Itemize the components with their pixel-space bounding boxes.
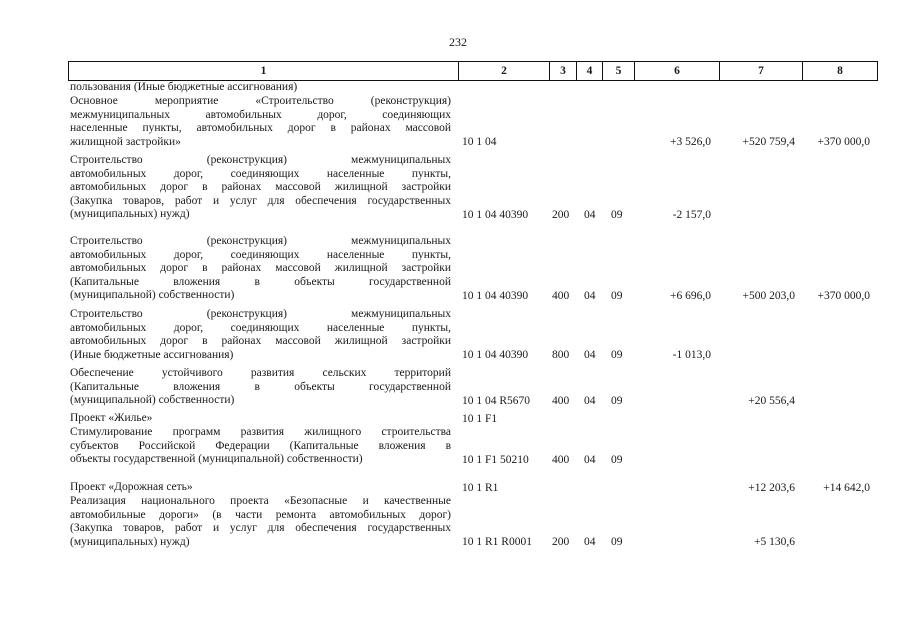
classification-code: 10 1 F1 (462, 412, 498, 425)
description-line: (муниципальных) нужд) (70, 535, 190, 548)
amount-col-6: +6 696,0 (670, 289, 711, 302)
subsection-code: 09 (611, 453, 623, 466)
expense-type-code: 400 (552, 453, 570, 466)
classification-code: 10 1 04 40390 (462, 349, 529, 361)
description-line: автомобильные дороги» (в части ремонта автомобильных дорог) (70, 508, 451, 521)
section-code: 04 (584, 453, 596, 466)
description-line: (Капитальные вложения в объекты государственной (70, 380, 451, 393)
classification-code: 10 1 04 40390 (462, 289, 529, 302)
description-line: Строительство (реконструкция) межмуниципальных (70, 308, 451, 320)
row-description (70, 412, 451, 426)
expense-type-code: 200 (552, 536, 570, 548)
row-description (70, 81, 451, 95)
row-description (70, 367, 451, 408)
description-line: населенные пункты, автомобильных дорог в районах массовой (70, 122, 451, 134)
description-line: (муниципальных) нужд) (70, 208, 190, 220)
column-header-6: 6 (634, 61, 720, 81)
column-header-8: 8 (802, 61, 878, 81)
section-code: 04 (584, 349, 596, 361)
row-description (70, 95, 451, 149)
classification-code: 10 1 R1 (462, 481, 499, 494)
description-line: автомобильных дорог в районах массовой жилищной застройки (70, 262, 451, 274)
classification-code: 10 1 04 (462, 136, 497, 148)
description-line: Строительство (реконструкция) межмуниципальных (70, 154, 451, 166)
row-description (70, 308, 451, 362)
description-line: автомобильных дорог в районах массовой жилищной застройки (70, 335, 451, 347)
column-header-3: 3 (549, 61, 577, 81)
row-description (70, 495, 451, 549)
row-description (70, 426, 451, 467)
row-description (70, 154, 451, 222)
description-line: автомобильных дорог в районах массовой жилищной застройки (70, 181, 451, 193)
description-line: (муниципальной) собственности) (70, 394, 235, 406)
subsection-code: 09 (611, 349, 623, 361)
description-line: (Закупка товаров, работ и услуг для обеспечения государственных (70, 194, 451, 207)
description-line: (муниципальной) собственности) (70, 289, 235, 301)
description-line: субъектов Российской Федерации (Капитальные вложения в (70, 439, 451, 452)
section-code: 04 (584, 394, 596, 407)
column-header-5: 5 (602, 61, 635, 81)
amount-col-6: +3 526,0 (670, 136, 711, 148)
description-line: Основное мероприятие «Строительство (реконструкция) (70, 95, 451, 107)
subsection-code: 09 (611, 394, 623, 407)
description-line: Обеспечение устойчивого развития сельских территорий (70, 367, 451, 379)
expense-type-code: 200 (552, 208, 570, 221)
amount-col-8: +370 000,0 (817, 136, 870, 148)
expense-type-code: 800 (552, 349, 570, 361)
description-line: (Капитальные вложения в объекты государственной (70, 275, 451, 288)
subsection-code: 09 (611, 208, 623, 221)
section-code: 04 (584, 208, 596, 221)
amount-col-8: +14 642,0 (823, 481, 870, 494)
section-code: 04 (584, 289, 596, 302)
page-number: 232 (449, 35, 467, 49)
expense-type-code: 400 (552, 394, 570, 407)
description-line: Реализация национального проекта «Безопасные и качественные (70, 495, 451, 507)
amount-col-7: +520 759,4 (742, 136, 795, 148)
description-line: пользования (Иные бюджетные ассигнования) (70, 81, 298, 93)
amount-col-6: -1 013,0 (672, 349, 711, 361)
subsection-code: 09 (611, 536, 623, 548)
column-header-2: 2 (458, 61, 550, 81)
description-line: (Иные бюджетные ассигнования) (70, 348, 234, 361)
description-line: жилищной застройки» (70, 135, 181, 148)
section-code: 04 (584, 536, 596, 548)
classification-code: 10 1 F1 50210 (462, 453, 529, 466)
description-line: Проект «Дорожная сеть» (70, 481, 193, 493)
row-description (70, 235, 451, 303)
amount-col-7: +5 130,6 (754, 536, 795, 548)
amount-col-7: +12 203,6 (748, 481, 795, 494)
description-line: Стимулирование программ развития жилищного строительства (70, 426, 451, 438)
classification-code: 10 1 04 40390 (462, 208, 529, 221)
expense-type-code: 400 (552, 289, 570, 302)
amount-col-6: -2 157,0 (672, 208, 711, 221)
description-line: Строительство (реконструкция) межмуниципальных (70, 235, 451, 247)
amount-col-7: +20 556,4 (748, 394, 795, 407)
row-description (70, 481, 451, 495)
classification-code: 10 1 R1 R0001 (462, 536, 532, 548)
description-line: (Закупка товаров, работ и услуг для обеспечения государственных (70, 522, 451, 534)
amount-col-7: +500 203,0 (742, 289, 795, 302)
description-line: Проект «Жилье» (70, 412, 153, 424)
description-line: автомобильных дорог, соединяющих населенные пункты, (70, 248, 451, 261)
column-header-1: 1 (68, 61, 459, 81)
column-header-7: 7 (719, 61, 803, 81)
classification-code: 10 1 04 R5670 (462, 394, 531, 407)
description-line: автомобильных дорог, соединяющих населенные пункты, (70, 167, 451, 180)
column-header-4: 4 (576, 61, 603, 81)
description-line: автомобильных дорог, соединяющих населенные пункты, (70, 321, 451, 334)
description-line: объекты государственной (муниципальной) собственности) (70, 453, 363, 465)
amount-col-8: +370 000,0 (817, 289, 870, 302)
subsection-code: 09 (611, 289, 623, 302)
description-line: межмуниципальных автомобильных дорог, соединяющих (70, 108, 451, 121)
